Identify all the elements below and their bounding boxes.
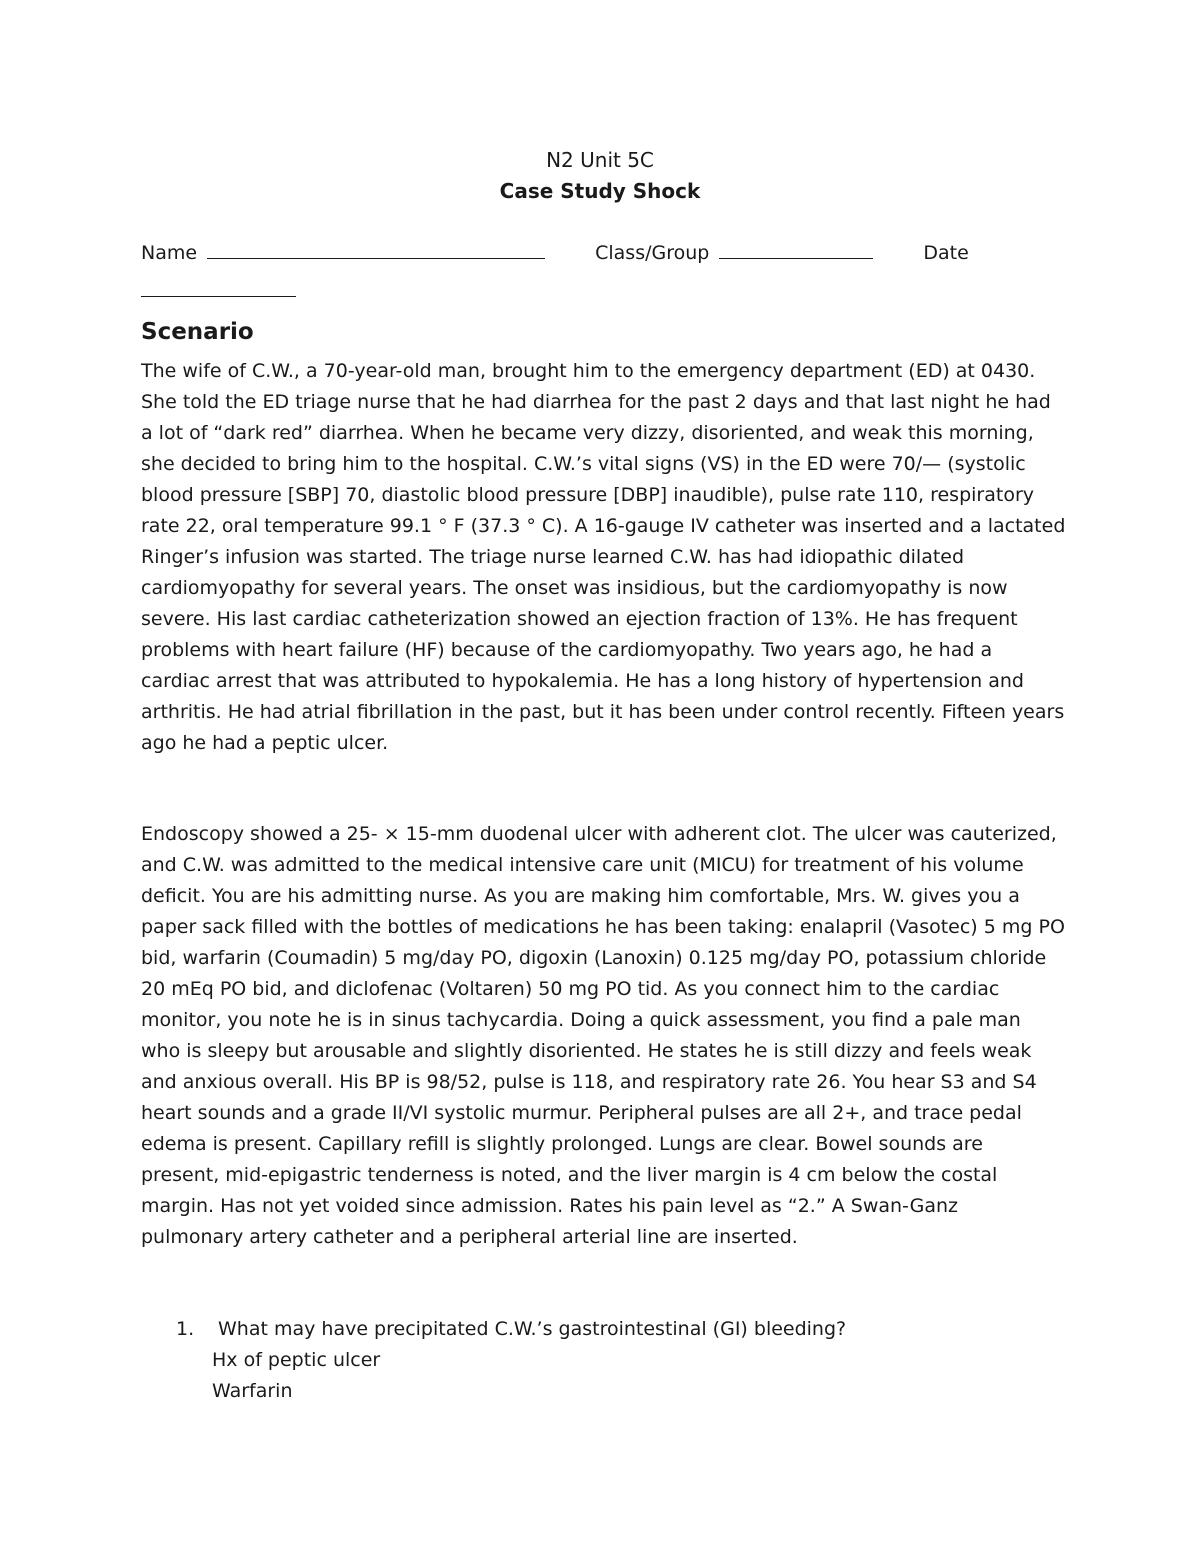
name-blank[interactable] [207,238,545,259]
question-item [176,1314,846,1345]
scenario-paragraph: The wife of C.W., a 70-year-old man, brought him to the emergency department (ED) at 0430. She told the ED triage nurse that he had diarrhea for the past 2 days and that last night he had a lot of “dark red” diarrhea. When he became very dizzy, disoriented, and weak this morning, she decided to bring him to the hospital. C.W.’s vital signs (VS) in the ED were 70/— (systolic blood pressure [SBP] 70, diastolic blood pressure [DBP] inaudible), pulse rate 110, respiratory rate 22, oral temperature 99.1 ° F (37.3 ° C). A 16-gauge IV catheter was inserted and a lactated Ringer’s infusion was started. The triage nurse learned C.W. has had idiopathic dilated cardiomyopathy for several years. The onset was insidious, but the cardiomyopathy is now severe. His last cardiac catheterization showed an ejection fraction of 13%. He has frequent problems with heart failure (HF) because of the cardiomyopathy. Two years ago, he had a cardiac arrest that was attributed to hypokalemia. He has a long history of hypertension and arthritis. He had atrial fibrillation in the past, but it has been under control recently. Fifteen years ago he had a peptic ulcer. [141,360,1066,754]
section-heading: Scenario [141,319,254,345]
date-blank-row [141,276,296,297]
course-title: N2 Unit 5C [546,148,654,172]
name-label: Name [141,242,198,264]
class-group-label: Class/Group [595,242,710,264]
date-blank[interactable] [141,276,296,297]
document-title: Case Study Shock [499,179,701,203]
date-label: Date [923,242,969,264]
class-group-blank[interactable] [719,238,873,259]
student-info-row [141,238,1061,268]
answer-line: Hx of peptic ulcer [212,1349,381,1371]
question-number: 1. [176,1318,195,1340]
question-text: What may have precipitated C.W.’s gastrointestinal (GI) bleeding? [218,1318,847,1340]
answer-line: Warfarin [212,1380,293,1402]
scenario-paragraph: Endoscopy showed a 25- × 15-mm duodenal ulcer with adherent clot. The ulcer was cauterized, and C.W. was admitted to the medical intensive care unit (MICU) for treatment of his volume deficit. You are his admitting nurse. As you are making him comfortable, Mrs. W. gives you a paper sack filled with the bottles of medications he has been taking: enalapril (Vasotec) 5 mg PO bid, warfarin (Coumadin) 5 mg/day PO, digoxin (Lanoxin) 0.125 mg/day PO, potassium chloride 20 mEq PO bid, and diclofenac (Voltaren) 50 mg PO tid. As you connect him to the cardiac monitor, you note he is in sinus tachycardia. Doing a quick assessment, you find a pale man who is sleepy but arousable and slightly disoriented. He states he is still dizzy and feels weak and anxious overall. His BP is 98/52, pulse is 118, and respiratory rate 26. You hear S3 and S4 heart sounds and a grade II/VI systolic murmur. Peripheral pulses are all 2+, and trace pedal edema is present. Capillary refill is slightly prolonged. Lungs are clear. Bowel sounds are present, mid-epigastric tenderness is noted, and the liver margin is 4 cm below the costal margin. Has not yet voided since admission. Rates his pain level as “2.” A Swan-Ganz pulmonary artery catheter and a peripheral arterial line are inserted. [141,823,1065,1248]
